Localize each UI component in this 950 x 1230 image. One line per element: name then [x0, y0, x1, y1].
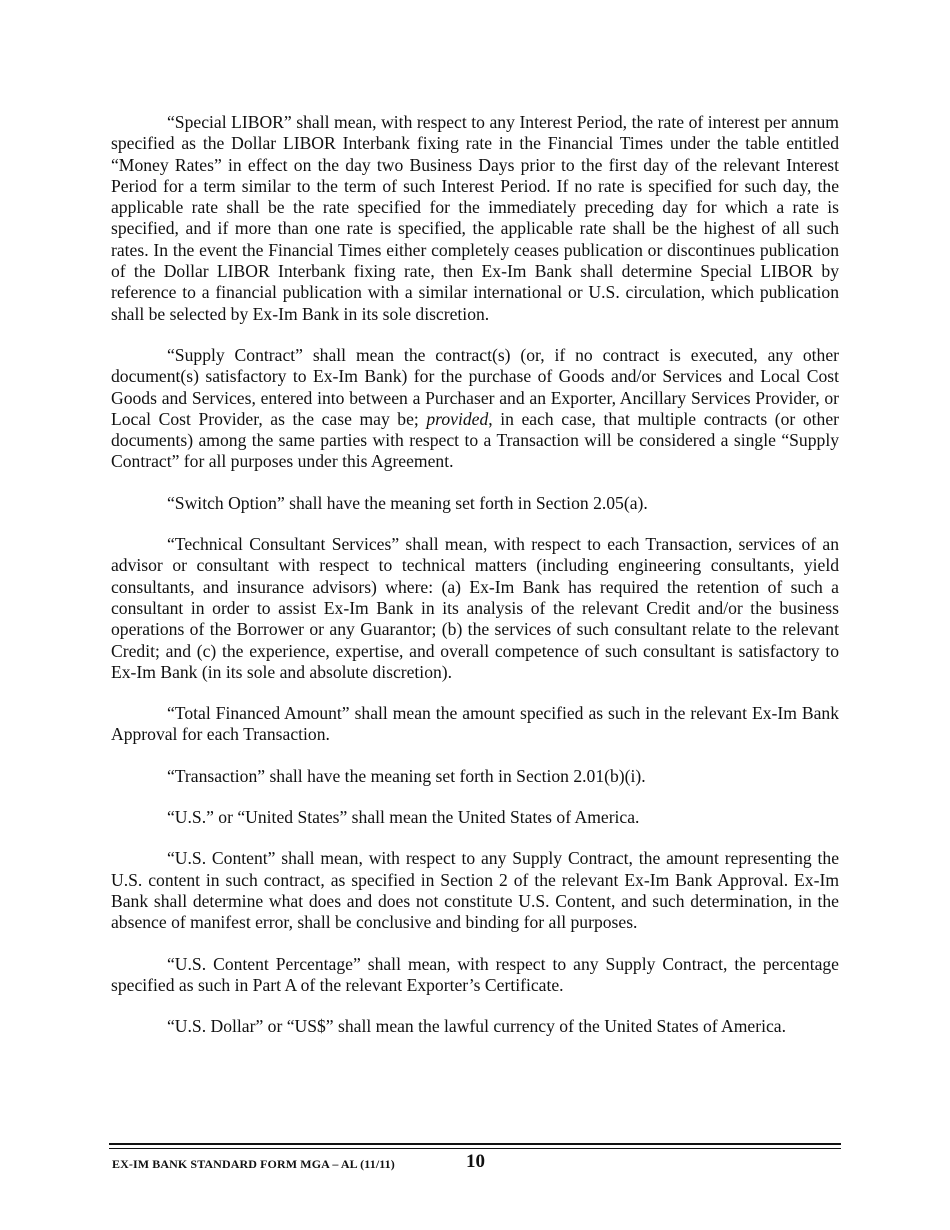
- definition-transaction: [111, 766, 839, 787]
- footer-divider-thin: [109, 1148, 841, 1149]
- definition-text: “Switch Option” shall have the meaning set forth in Section 2.05(a).: [167, 492, 648, 513]
- definition-technical-consultant-services: [111, 534, 839, 683]
- document-body: [111, 112, 839, 1057]
- definition-us-dollar: [111, 1016, 839, 1037]
- definition-text: “Total Financed Amount” shall mean the amount specified as such in the relevant Ex-Im Bank Approval for each Transaction.: [111, 703, 839, 745]
- definition-us-content: [111, 848, 839, 933]
- footer-divider-thick: [109, 1143, 841, 1145]
- definition-text: “U.S. Dollar” or “US$” shall mean the lawful currency of the United States of America.: [167, 1016, 787, 1037]
- definition-text: “U.S. Content Percentage” shall mean, with respect to any Supply Contract, the percentage specified as such in Part A of the relevant Exporter’s Certificate.: [111, 953, 839, 995]
- definition-switch-option: [111, 493, 839, 514]
- definition-text: “U.S. Content” shall mean, with respect to any Supply Contract, the amount representing the U.S. content in such contract, as specified in Section 2 of the relevant Ex-Im Bank Approval. Ex-Im Bank shall determine what does and does not constitute U.S. Content, and such determination, in the absence of manifest error, shall be conclusive and binding for all purposes.: [111, 848, 839, 933]
- definition-text: “Special LIBOR” shall mean, with respect to any Interest Period, the rate of interest per annum specified as the Dollar LIBOR Interbank fixing rate in the Financial Times under the table entitled “Money Rates” in effect on the day two Business Days prior to the first day of the relevant Interest Period for a term similar to the term of such Interest Period. If no rate is specified for such day, the applicable rate shall be the rate specified for the immediately preceding day for which a rate is specified, and if more than one rate is specified, the applicable rate shall be the highest of all such rates. In the event the Financial Times either completely ceases publication or discontinues publication of the Dollar LIBOR Interbank fixing rate, then Ex-Im Bank shall determine Special LIBOR by reference to a financial publication with a similar international or U.S. circulation, which publication shall be selected by Ex-Im Bank in its sole discretion.: [111, 112, 839, 324]
- definition-text: “U.S.” or “United States” shall mean the United States of America.: [167, 807, 640, 828]
- page-number: 10: [466, 1151, 485, 1172]
- definition-text: “Transaction” shall have the meaning set forth in Section 2.01(b)(i).: [167, 765, 646, 786]
- definition-text: “Supply Contract” shall mean the contract(s) (or, if no contract is executed, any other document(s) satisfactory to Ex-Im Bank) for the purchase of Goods and/or Services and Local Cost Goods and Services, entered into between a Purchaser and an Exporter, Ancillary Services Provider, or Local Cost Provider, as the case may be;: [111, 344, 839, 429]
- definition-united-states: [111, 807, 839, 828]
- definition-text: , in each case, that multiple contracts (or other documents) among the same parties with respect to a Transaction will be considered a single “Supply Contract” for all purposes under this Agreement.: [111, 408, 839, 472]
- definition-us-content-percentage: [111, 954, 839, 997]
- definition-text: “Technical Consultant Services” shall mean, with respect to each Transaction, services of an advisor or consultant with respect to technical matters (including engineering consultants, yield consultants, and insurance advisors) where: (a) Ex-Im Bank has required the retention of such a consultant in order to assist Ex-Im Bank in its analysis of the relevant Credit and/or the business operations of the Borrower or any Guarantor; (b) the services of such consultant relate to the relevant Credit; and (c) the experience, expertise, and overall competence of such consultant is satisfactory to Ex-Im Bank (in its sole and absolute discretion).: [111, 534, 839, 682]
- definition-supply-contract: [111, 345, 839, 473]
- footer-form-label: EX-IM BANK STANDARD FORM MGA – AL (11/11): [112, 1157, 395, 1171]
- definition-total-financed-amount: [111, 703, 839, 746]
- definition-emphasis: provided: [426, 408, 489, 429]
- definition-special-libor: [111, 112, 839, 325]
